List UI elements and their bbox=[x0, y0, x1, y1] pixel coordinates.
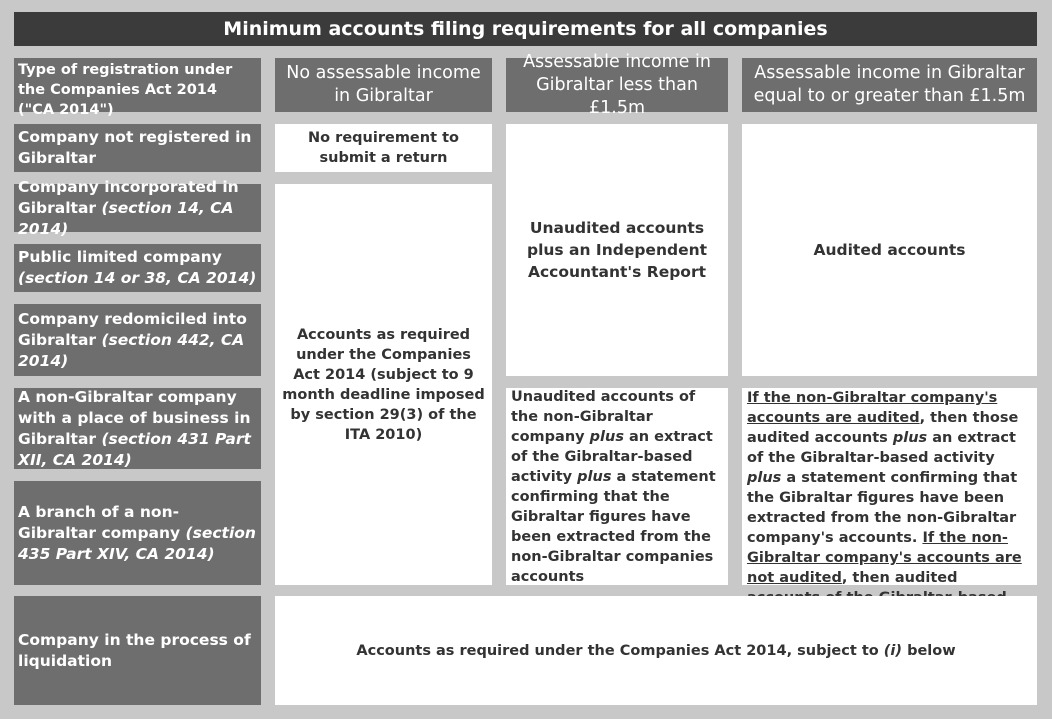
cell-non-gibraltar-small bbox=[506, 388, 728, 585]
non-gib-large-part2: an extract of the Gibraltar-based activity bbox=[747, 430, 1016, 466]
non-gib-small-part1: Unaudited accounts of the non-Gibraltar company bbox=[511, 388, 696, 445]
row-public-limited bbox=[14, 244, 261, 292]
income-above-threshold-header: Assessable income in Gibraltar equal to or greater than £1.5m bbox=[742, 58, 1037, 112]
non-gib-small-plus2: plus bbox=[577, 468, 612, 485]
no-income-header: No assessable income in Gibraltar bbox=[275, 58, 492, 112]
row-non-gibraltar-label: A non-Gibraltar company with a place of business in Gibraltar bbox=[18, 387, 251, 448]
row-branch-ref: (section 435 Part XIV, CA 2014) bbox=[18, 523, 256, 563]
row-redomiciled bbox=[14, 304, 261, 376]
row-liquidation bbox=[14, 596, 261, 705]
row-not-registered-label: Company not registered in Gibraltar bbox=[18, 128, 252, 167]
liquidation-text-post: below bbox=[902, 642, 956, 659]
row-public-limited-label: Public limited company bbox=[18, 248, 222, 266]
row-not-registered bbox=[14, 124, 261, 172]
non-gib-large-part4: , then audited bbox=[841, 570, 958, 586]
row-branch-label: A branch of a non-Gibraltar company bbox=[18, 502, 186, 542]
row-redomiciled-label: Company redomiciled into Gibraltar bbox=[18, 309, 247, 349]
row-branch bbox=[14, 481, 261, 585]
cell-audited-accounts-text: Audited accounts bbox=[813, 241, 966, 259]
income-below-threshold-header: Assessable income in Gibraltar less than £1.5m bbox=[506, 58, 728, 112]
type-of-registration-header: Type of registration under the Companies Act 2014 ("CA 2014") bbox=[14, 58, 261, 112]
liquidation-ref: (i) bbox=[883, 642, 903, 659]
non-gib-large-part3: a statement confirming that the Gibraltar figures have been extracted from the non-Gibraltar company's accounts. bbox=[747, 470, 1018, 546]
row-non-gibraltar-ref: (section 431 Part XII, CA 2014) bbox=[18, 429, 251, 469]
row-incorporated-label: Company incorporated in Gibraltar bbox=[18, 177, 239, 217]
cell-non-gibraltar-large bbox=[742, 388, 1037, 585]
non-gib-small-plus1: plus bbox=[589, 428, 624, 445]
cell-liquidation bbox=[275, 596, 1037, 705]
non-gib-large-plus1: plus bbox=[892, 430, 928, 446]
cell-no-requirement: No requirement to submit a return bbox=[275, 124, 492, 172]
cell-audited-accounts bbox=[742, 124, 1037, 376]
row-non-gibraltar-place-of-business bbox=[14, 388, 261, 469]
non-gib-large-part1: , then those audited accounts bbox=[747, 410, 1019, 446]
liquidation-text-pre: Accounts as required under the Companies Act 2014, subject to bbox=[356, 642, 884, 659]
non-gib-large-condition2: If the non-Gibraltar company's accounts are not audited bbox=[747, 530, 1022, 586]
row-incorporated-ref: (section 14, CA 2014) bbox=[18, 198, 234, 238]
row-incorporated bbox=[14, 177, 261, 238]
row-liquidation-label: Company in the process of liquidation bbox=[18, 630, 251, 670]
cell-unaudited-iar bbox=[506, 124, 728, 376]
row-redomiciled-ref: (section 442, CA 2014) bbox=[18, 330, 245, 370]
cell-accounts-required: Accounts as required under the Companies Act 2014 (subject to 9 month deadline imposed by section 29(3) of the ITA 2010) bbox=[275, 184, 492, 585]
non-gib-small-part3: a statement confirming that the Gibraltar figures have been extracted from the non-Gibraltar companies accounts bbox=[511, 468, 716, 585]
page-title: Minimum accounts filing requirements for all companies bbox=[14, 12, 1037, 46]
non-gib-large-plus2: plus bbox=[747, 470, 782, 486]
row-public-limited-ref: (section 14 or 38, CA 2014) bbox=[18, 269, 257, 287]
non-gib-small-part2: an extract of the Gibraltar-based activity bbox=[511, 428, 713, 485]
non-gib-large-condition1: If the non-Gibraltar company's accounts are audited bbox=[747, 390, 998, 426]
cell-unaudited-iar-text: Unaudited accounts plus an Independent Accountant's Report bbox=[526, 219, 708, 281]
